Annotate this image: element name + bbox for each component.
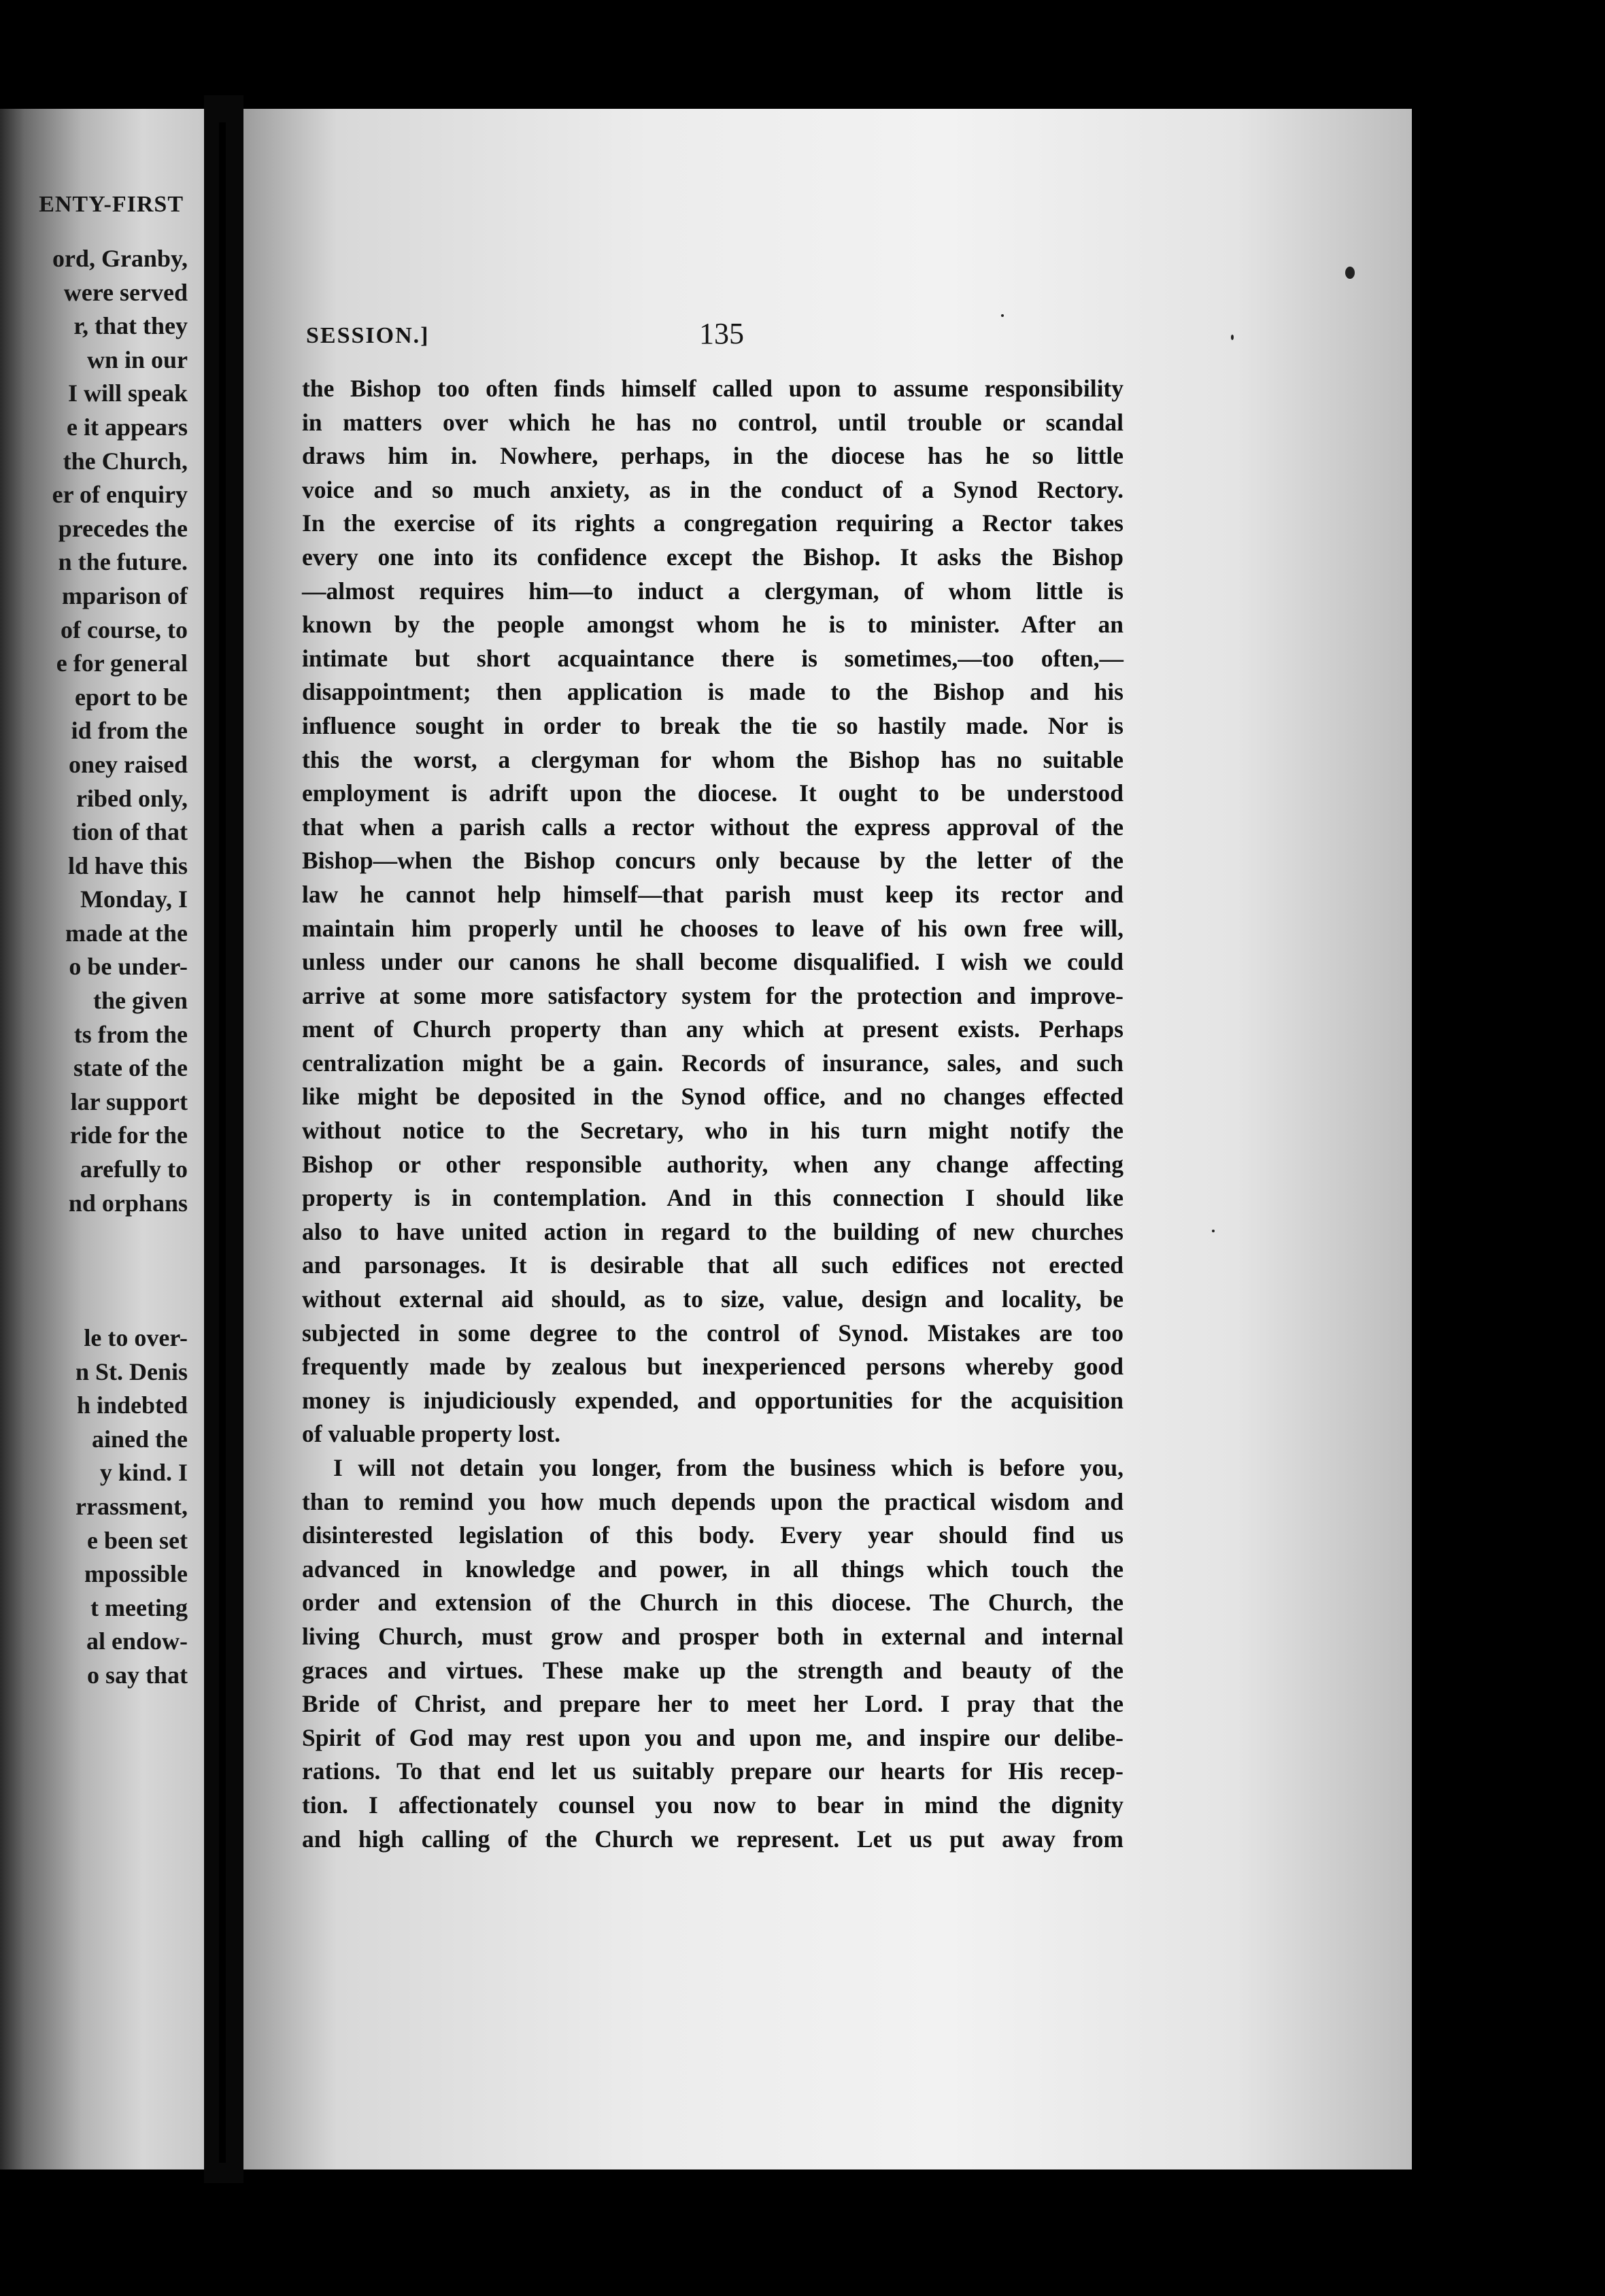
body-line: the Bishop too often finds himself called upon to assume responsibility	[302, 375, 1124, 402]
scan-speck	[1001, 314, 1004, 317]
left-text-line: le to over-	[84, 1324, 188, 1351]
left-text-line: e for general	[56, 649, 188, 677]
left-text-line: e been set	[87, 1526, 188, 1554]
body-line: In the exercise of its rights a congregation requiring a Rector takes	[302, 509, 1124, 537]
scan-speck	[1345, 267, 1355, 279]
left-text-line: mpossible	[84, 1560, 188, 1588]
left-text-line: e it appears	[67, 413, 188, 441]
body-line: maintain him properly until he chooses to leave of his own free will,	[302, 914, 1124, 942]
paragraph-end-line: of valuable property lost.	[302, 1420, 560, 1448]
body-line: centralization might be a gain. Records of insurance, sales, and such	[302, 1049, 1124, 1077]
body-line: influence sought in order to break the tie so hastily made. Nor is	[302, 711, 1124, 739]
body-line: subjected in some degree to the control of Synod. Mistakes are too	[302, 1319, 1124, 1347]
body-line: Bishop—when the Bishop concurs only because by the letter of the	[302, 847, 1124, 875]
left-text-line: oney raised	[69, 750, 188, 778]
body-line: without notice to the Secretary, who in his turn might notify the	[302, 1117, 1124, 1145]
left-text-line: state of the	[73, 1054, 188, 1082]
body-line: in matters over which he has no control, until trouble or scandal	[302, 408, 1124, 436]
body-line: property is in contemplation. And in this connection I should like	[302, 1184, 1124, 1212]
left-text-line: ts from the	[73, 1020, 188, 1048]
left-text-line: n the future.	[58, 548, 188, 576]
body-line: and parsonages. It is desirable that all such edifices not erected	[302, 1251, 1124, 1279]
body-line: without external aid should, as to size, value, design and locality, be	[302, 1285, 1124, 1313]
body-line: rations. To that end let us suitably prepare our hearts for His recep-	[302, 1757, 1124, 1785]
body-line: disinterested legislation of this body. Every year should find us	[302, 1521, 1124, 1549]
body-line: unless under our canons he shall become disqualified. I wish we could	[302, 948, 1124, 976]
left-text-line: Monday, I	[80, 885, 188, 913]
left-text-line: eport to be	[75, 683, 188, 711]
body-line: disappointment; then application is made to the Bishop and his	[302, 678, 1124, 706]
page-number: 135	[699, 317, 744, 350]
left-text-line: the Church,	[63, 447, 188, 475]
left-text-line: t meeting	[90, 1593, 188, 1621]
left-page-text-column	[0, 242, 188, 1693]
left-text-line: ained the	[91, 1425, 188, 1453]
left-text-line: er of enquiry	[52, 481, 188, 509]
paragraph-start-line: I will not detain you longer, from the business which is before you,	[333, 1454, 1124, 1481]
left-text-line: of course, to	[61, 615, 188, 643]
left-text-line: n St. Denis	[75, 1357, 188, 1385]
left-text-line: ride for the	[69, 1121, 188, 1149]
body-line: like might be deposited in the Synod office, and no changes effected	[302, 1083, 1124, 1111]
body-line: and high calling of the Church we represent. Let us put away from	[302, 1825, 1124, 1853]
left-text-line: lar support	[70, 1087, 188, 1115]
left-blank-line	[0, 1220, 188, 1254]
body-line: Bishop or other responsible authority, when any change affecting	[302, 1150, 1124, 1178]
left-text-line: I will speak	[67, 379, 188, 407]
body-line: employment is adrift upon the diocese. It ought to be understood	[302, 779, 1124, 807]
left-text-line: made at the	[65, 919, 188, 947]
body-line: than to remind you how much depends upon the practical wisdom and	[302, 1487, 1124, 1515]
running-head	[299, 316, 1136, 357]
body-line: frequently made by zealous but inexperienced persons whereby good	[302, 1353, 1124, 1381]
left-text-line: precedes the	[58, 514, 188, 542]
body-line: also to have united action in regard to the building of new churches	[302, 1217, 1124, 1245]
body-line: voice and so much anxiety, as in the conduct of a Synod Rectory.	[302, 475, 1124, 503]
body-line: known by the people amongst whom he is to minister. After an	[302, 611, 1124, 639]
body-line: this the worst, a clergyman for whom the Bishop has no suitable	[302, 745, 1124, 773]
body-line: living Church, must grow and prosper both in external and internal	[302, 1622, 1124, 1650]
left-page-header: ENTY-FIRST	[39, 192, 184, 217]
running-head-session: SESSION.]	[306, 323, 430, 348]
left-text-line: tion of that	[72, 818, 188, 846]
body-line: money is injudiciously expended, and opportunities for the acquisition	[302, 1386, 1124, 1414]
left-text-line: h indebted	[76, 1391, 188, 1419]
left-text-line: wn in our	[86, 345, 188, 373]
gutter-shadow-line	[219, 122, 226, 2163]
left-text-line: mparison of	[61, 581, 188, 609]
left-text-line: arefully to	[80, 1155, 188, 1183]
left-text-line: were served	[63, 278, 188, 306]
body-line: law he cannot help himself—that parish must keep its rector and	[302, 880, 1124, 908]
left-text-line: rrassment,	[75, 1492, 188, 1520]
body-line: draws him in. Nowhere, perhaps, in the diocese has he so little	[302, 442, 1124, 470]
left-text-line: o say that	[86, 1661, 188, 1689]
body-line: that when a parish calls a rector without the express approval of the	[302, 813, 1124, 841]
body-text-block	[302, 372, 1124, 1856]
left-blank-line	[0, 1287, 188, 1321]
body-line: graces and virtues. These make up the strength and beauty of the	[302, 1656, 1124, 1684]
left-text-line: ld have this	[67, 851, 188, 879]
body-line: arrive at some more satisfactory system for the protection and improve-	[302, 981, 1124, 1009]
left-text-line: nd orphans	[68, 1189, 188, 1217]
left-text-line: o be under-	[69, 953, 188, 981]
left-text-line: the given	[93, 987, 188, 1015]
body-line: order and extension of the Church in this diocese. The Church, the	[302, 1589, 1124, 1617]
scan-speck	[1212, 1230, 1215, 1232]
left-blank-line	[0, 1254, 188, 1288]
body-line: —almost requires him—to induct a clergyman, of whom little is	[302, 577, 1124, 605]
body-line: advanced in knowledge and power, in all things which touch the	[302, 1555, 1124, 1583]
left-text-line: y kind. I	[99, 1459, 188, 1487]
left-text-line: r, that they	[73, 312, 188, 340]
body-line: Bride of Christ, and prepare her to meet her Lord. I pray that the	[302, 1690, 1124, 1718]
left-text-line: al endow-	[86, 1627, 188, 1655]
body-line: tion. I affectionately counsel you now to bear in mind the dignity	[302, 1791, 1124, 1819]
left-text-line: ord, Granby,	[52, 245, 188, 272]
scan-speck	[1231, 335, 1234, 340]
body-line: ment of Church property than any which at present exists. Perhaps	[302, 1015, 1124, 1043]
body-line: every one into its confidence except the Bishop. It asks the Bishop	[302, 543, 1124, 571]
body-line: Spirit of God may rest upon you and upon me, and inspire our delibe-	[302, 1723, 1124, 1751]
left-text-line: id from the	[71, 717, 188, 745]
left-text-line: ribed only,	[75, 784, 188, 812]
body-line: intimate but short acquaintance there is sometimes,—too often,—	[302, 644, 1124, 672]
